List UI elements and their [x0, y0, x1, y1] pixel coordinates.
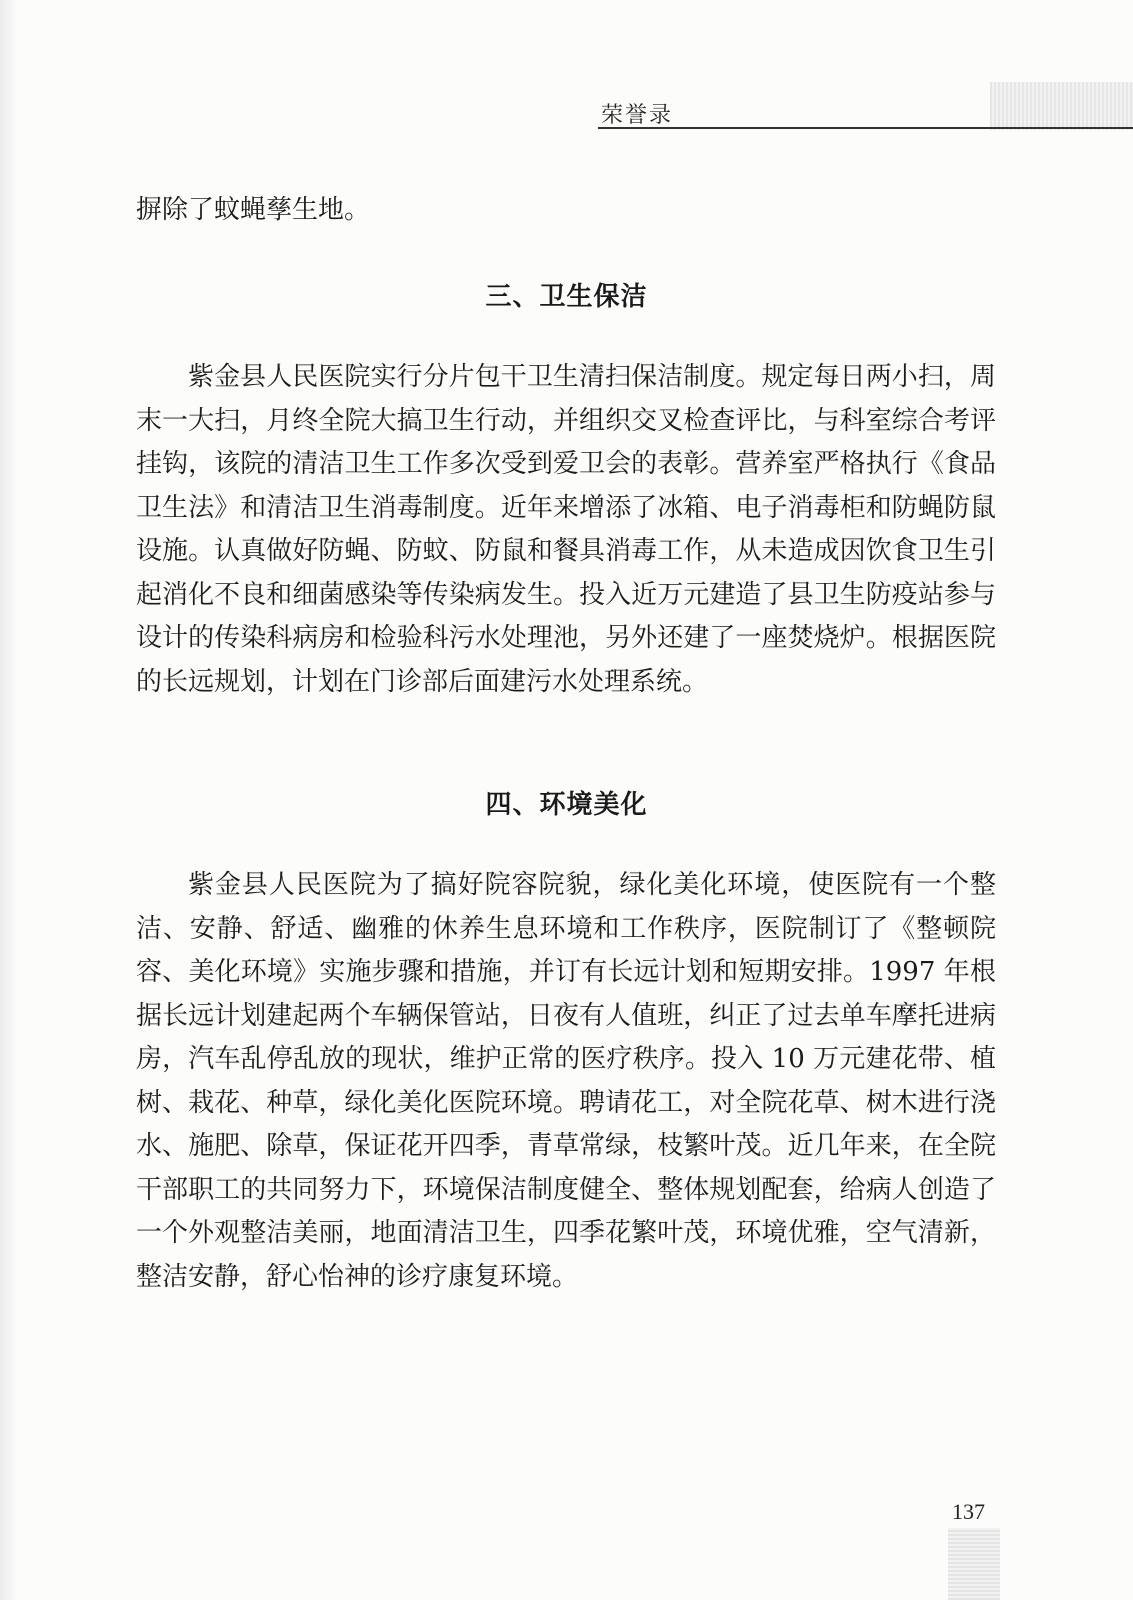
continuation-paragraph: 摒除了蚊蝇孳生地。 — [136, 195, 371, 225]
section-4-heading: 四、环境美化 — [485, 790, 648, 820]
section-4-paragraph: 紫金县人民医院为了搞好院容院貌，绿化美化环境，使医院有一个整洁、安静、舒适、幽雅的休养生息环境和工作秩序，医院制订了《整顿院容、美化环境》实施步骤和措施，并订有长远计划和短期安排。1997 年根据长远计划建起两个车辆保管站，日夜有人值班，纠正了过去单车摩托进病房，汽车乱停乱放的现状，维护正常的医疗秩序。投入 10 万元建花带、植树、栽花、种草，绿化美化医院环境。聘请花工，对全院花草、树木进行浇水、施肥、除草，保证花开四季，青草常绿，枝繁叶茂。近几年来，在全院干部职工的共同努力下，环境保洁制度健全、整体规划配套，给病人创造了一个外观整洁美丽，地面清洁卫生，四季花繁叶茂，环境优雅，空气清新，整洁安静，舒心怡神的诊疗康复环境。 — [136, 870, 996, 1292]
running-header-title: 荣誉录 — [601, 103, 674, 128]
section-3-paragraph: 紫金县人民医院实行分片包干卫生清扫保洁制度。规定每日两小扫，周末一大扫，月终全院大搞卫生行动，并组织交叉检查评比，与科室综合考评挂钩，该院的清洁卫生工作多次受到爱卫会的表彰。营养室严格执行《食品卫生法》和清洁卫生消毒制度。近年来增添了冰箱、电子消毒柜和防蝇防鼠设施。认真做好防蝇、防蚊、防鼠和餐具消毒工作，从未造成因饮食卫生引起消化不良和细菌感染等传染病发生。投入近万元建造了县卫生防疫站参与设计的传染科病房和检验科污水处理池，另外还建了一座焚烧炉。根据医院的长远规划，计划在门诊部后面建污水处理系统。 — [136, 362, 996, 697]
footer-scan-tint — [948, 1528, 1000, 1600]
section-3-heading: 三、卫生保洁 — [485, 282, 648, 312]
section-4-body — [136, 864, 996, 1299]
page-number: 137 — [952, 1499, 985, 1524]
header-rule — [598, 127, 1133, 129]
section-3-body — [136, 356, 996, 704]
header-scan-tint — [990, 82, 1133, 130]
continuation-text-block — [136, 189, 996, 233]
